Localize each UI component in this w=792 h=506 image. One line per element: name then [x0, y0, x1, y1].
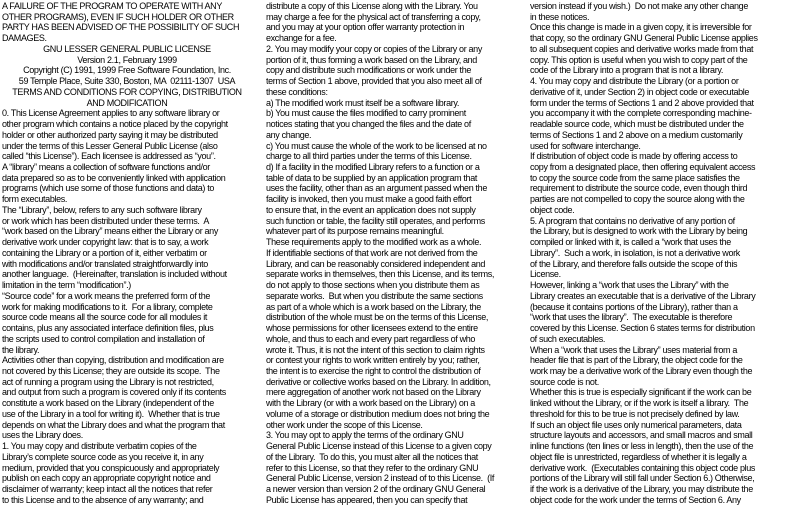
license-text-line: compiled or linked with it, is called a “work that uses the — [530, 237, 731, 248]
license-text-line: form executables. — [2, 194, 68, 205]
license-text-line: Library’s complete source code as you receive it, in any — [2, 451, 204, 462]
license-text-line: DAMAGES. — [2, 33, 47, 44]
license-column-1 — [2, 1, 252, 506]
license-text-line: programs (which use some of those functions and data) to — [2, 183, 215, 194]
license-text-line: Once this change is made in a given copy, it is irreversible for — [530, 22, 752, 33]
license-text-line: charge to all third parties under the terms of this License. — [266, 151, 472, 162]
license-text-line: to ensure that, in the event an application does not supply — [266, 204, 476, 215]
license-text-line: 5. A program that contains no derivative of any portion of — [530, 215, 735, 226]
license-text-line: used for software interchange. — [530, 140, 641, 151]
license-text-line: distribution of the whole must be on the terms of this License, — [266, 312, 489, 323]
license-text-line: Library creates an executable that is a derivative of the Library — [530, 290, 756, 301]
license-text-line: another language. (Hereinafter, translation is included without — [2, 269, 227, 280]
license-text-line: disclaimer of warranty; keep intact all the notices that refer — [2, 484, 213, 495]
license-text-line: terms of Section 1 above, provided that you also meet all of — [266, 76, 482, 87]
license-text-line: object code for the work under the terms of Section 6. Any — [530, 494, 741, 505]
license-text-line: source code means all the source code for all modules it — [2, 312, 208, 323]
license-text-line: code of the Library into a program that is not a library. — [530, 65, 723, 76]
license-text-line: header file that is part of the Library, the object code for the — [530, 355, 743, 366]
license-text-line: notices stating that you changed the files and the date of — [266, 119, 471, 130]
license-text-line: derivative or collective works based on the Library. In addition, — [266, 376, 491, 387]
license-text-line: 4. You may copy and distribute the Library (or a portion or — [530, 76, 739, 87]
license-text-line: copy from a designated place, then offering equivalent access — [530, 162, 756, 173]
license-text-line: the library. — [2, 344, 40, 355]
license-text-line: holder or other authorized party saying it may be distributed — [2, 129, 218, 140]
license-text-line: uses the facility, other than as an argument passed when the — [266, 183, 487, 194]
license-text-line: work for making modifications to it. For a library, complete — [2, 301, 213, 312]
license-text-line: However, linking a “work that uses the Library” with the — [530, 280, 729, 291]
license-text-line: these conditions: — [266, 86, 328, 97]
license-text-line: exchange for a fee. — [266, 33, 337, 44]
license-text-line: If such an object file uses only numerical parameters, data — [530, 419, 742, 430]
license-text-line: derivative of it, under Section 2) in object code or executable — [530, 86, 750, 97]
license-text-line: whole, and thus to each and every part regardless of who — [266, 333, 476, 344]
license-text-line: Library, and can be reasonably considered independent and — [266, 258, 486, 269]
license-text-line: 3. You may opt to apply the terms of the ordinary GNU — [266, 430, 464, 441]
license-text-line: Copyright (C) 1991, 1999 Free Software Foundation, Inc. — [23, 65, 231, 76]
license-text-line: table of data to be supplied by an application program that — [266, 172, 478, 183]
license-text-line: linked without the Library, or if the work is itself a library. The — [530, 398, 749, 409]
license-text-line: form under the terms of Sections 1 and 2 above provided that — [530, 97, 754, 108]
license-text-line: requirement to distribute the source code, even though third — [530, 183, 748, 194]
license-text-line: under the terms of this Lesser General Public License (also — [2, 140, 218, 151]
license-text-line: if the work is a derivative of the Library, you may distribute the — [530, 484, 753, 495]
license-text-line: containing the Library or a portion of it, either verbatim or — [2, 247, 207, 258]
license-text-line: whose permissions for other licensees extend to the entire — [266, 323, 478, 334]
license-text-line: structure layouts and accessors, and small macros and small — [530, 430, 753, 441]
license-text-line: a) The modified work must itself be a software library. — [266, 97, 459, 108]
license-text-line: OTHER PROGRAMS), EVEN IF SUCH HOLDER OR OTHER — [2, 11, 234, 22]
license-text-line: that copy, so the ordinary GNU General Public License applies — [530, 33, 758, 44]
license-text-line: do not apply to those sections when you distribute them as — [266, 280, 480, 291]
license-text-line: facility is invoked, then you must make a good faith effort — [266, 194, 472, 205]
license-text-line: Whether this is true is especially significant if the work can be — [530, 387, 752, 398]
license-text-line: If distribution of object code is made by offering access to — [530, 151, 738, 162]
license-text-line: act of running a program using the Library is not restricted, — [2, 376, 214, 387]
license-text-line: to copy the source code from the same place satisfies the — [530, 172, 740, 183]
license-text-line: with modifications and/or translated straightforwardly into — [2, 258, 208, 269]
license-text-line: (because it contains portions of the Library), rather than a — [530, 301, 738, 312]
license-text-line: limitation in the term “modification”.) — [2, 280, 131, 291]
license-text-line: AND MODIFICATION — [86, 97, 168, 108]
license-text-line: as part of a whole which is a work based on the Library, the — [266, 301, 481, 312]
license-text-line: GNU LESSER GENERAL PUBLIC LICENSE — [43, 43, 211, 54]
license-text-line: use of the Library in a tool for writing it). Whether that is true — [2, 408, 220, 419]
license-text-line: to all subsequent copies and derivative works made from that — [530, 43, 754, 54]
license-text-line: with the Library (or with a work based on the Library) on a — [266, 398, 475, 409]
license-text-line: not covered by this License; they are outside its scope. The — [2, 365, 220, 376]
license-text-line: object file is unrestricted, regardless of whether it is legally a — [530, 451, 747, 462]
license-text-line: terms of Sections 1 and 2 above on a medium customarily — [530, 129, 743, 140]
license-text-line: 0. This License Agreement applies to any software library or — [2, 108, 220, 119]
license-text-line: data prepared so as to be conveniently linked with application — [2, 172, 226, 183]
license-text-line: medium, provided that you conspicuously and appropriately — [2, 462, 220, 473]
license-text-line: When a “work that uses the Library” uses material from a — [530, 344, 737, 355]
license-text-line: Version 2.1, February 1999 — [77, 54, 177, 65]
license-text-line: TERMS AND CONDITIONS FOR COPYING, DISTRIBUTION — [12, 86, 242, 97]
license-text-line: the intent is to exercise the right to control the distribution of — [266, 365, 481, 376]
license-text-line: A FAILURE OF THE PROGRAM TO OPERATE WITH ANY — [2, 1, 222, 11]
license-text-line: or contest your rights to work written entirely by you; rather, — [266, 355, 480, 366]
license-text-line: and output from such a program is covered only if its contents — [2, 387, 226, 398]
license-text-line: of such executables. — [530, 333, 606, 344]
license-column-3 — [530, 1, 780, 506]
license-text-line: covered by this License. Section 6 states terms for distribution — [530, 323, 755, 334]
license-text-line: of the Library. To do this, you must alter all the notices that — [266, 451, 478, 462]
license-text-line: refer to this License, so that they refer to the ordinary GNU — [266, 462, 479, 473]
license-text-line: derivative work. (Executables containing this object code plus — [530, 462, 756, 473]
license-text-line: “work that uses the library”. The executable is therefore — [530, 312, 733, 323]
license-text-line: uses the Library does. — [2, 430, 83, 441]
license-text-line: d) If a facility in the modified Library refers to a function or a — [266, 162, 480, 173]
license-text-line: distribute a copy of this License along with the Library. You — [266, 1, 478, 11]
license-text-line: These requirements apply to the modified work as a whole. — [266, 237, 482, 248]
license-text-line: Activities other than copying, distribution and modification are — [2, 355, 224, 366]
license-text-line: wrote it. Thus, it is not the intent of this section to claim rights — [266, 344, 485, 355]
license-text-line: 2. You may modify your copy or copies of the Library or any — [266, 43, 482, 54]
license-text-line: License. — [530, 269, 561, 280]
license-text-line: of the Library, and therefore falls outside the scope of this — [530, 258, 738, 269]
license-column-2 — [266, 1, 516, 506]
license-text-line: 59 Temple Place, Suite 330, Boston, MA 02111-1307 USA — [18, 76, 236, 87]
license-text-line: The “Library”, below, refers to any such software library — [2, 204, 202, 215]
license-text-line: or work which has been distributed under these terms. A — [2, 215, 210, 226]
license-text-line: A “library” means a collection of software functions and/or — [2, 162, 210, 173]
license-text-line: General Public License, version 2 instead of to this License. (If — [266, 473, 495, 484]
license-text-line: c) You must cause the whole of the work to be licensed at no — [266, 140, 487, 151]
license-text-line: work may be a derivative work of the Library even though the — [530, 365, 753, 376]
license-text-line: object code. — [530, 204, 575, 215]
license-text-line: PARTY HAS BEEN ADVISED OF THE POSSIBILITY OF SUCH — [2, 22, 240, 33]
license-text-line: copy and distribute such modifications or work under the — [266, 65, 472, 76]
license-text-line: the scripts used to control compilation and installation of — [2, 333, 205, 344]
license-text-line: threshold for this to be true is not precisely defined by law. — [530, 408, 740, 419]
license-text-line: and you may at your option offer warranty protection in — [266, 22, 465, 33]
license-text-line: 1. You may copy and distribute verbatim copies of the — [2, 441, 197, 452]
license-text-line: called “this License”). Each licensee is addressed as “you”. — [2, 151, 216, 162]
license-text-line: such function or table, the facility still operates, and performs — [266, 215, 485, 226]
license-text-line: constitute a work based on the Library (independent of the — [2, 398, 214, 409]
license-text-line: “work based on the Library” means either the Library or any — [2, 226, 218, 237]
license-text-line: inline functions (ten lines or less in length), then the use of the — [530, 441, 754, 452]
license-text-line: Public License has appeared, then you can specify that — [266, 494, 468, 505]
license-text-line: any change. — [266, 129, 312, 140]
license-text-line: derivative work under copyright law: that is to say, a work — [2, 237, 209, 248]
license-text-line: volume of a storage or distribution medium does not bring the — [266, 408, 490, 419]
license-text-line: other work under the scope of this License. — [266, 419, 423, 430]
license-text-line: b) You must cause the files modified to carry prominent — [266, 108, 466, 119]
license-text-line: source code is not. — [530, 376, 599, 387]
license-text-line: “Source code” for a work means the preferred form of the — [2, 290, 211, 301]
license-text-line: whatever part of its purpose remains meaningful. — [266, 226, 444, 237]
license-text-line: portions of the Library will still fall under Section 6.) Otherwise, — [530, 473, 755, 484]
license-text-line: Library”. Such a work, in isolation, is not a derivative work — [530, 247, 740, 258]
license-text-line: in these notices. — [530, 11, 590, 22]
license-text-line: parties are not compelled to copy the source along with the — [530, 194, 745, 205]
license-text-line: separate works in themselves, then this License, and its terms, — [266, 269, 495, 280]
license-text-line: mere aggregation of another work not based on the Library — [266, 387, 481, 398]
license-text-line: a newer version than version 2 of the ordinary GNU General — [266, 484, 486, 495]
license-text-line: you accompany it with the complete corresponding machine- — [530, 108, 752, 119]
license-text-line: separate works. But when you distribute the same sections — [266, 290, 483, 301]
license-text-line: to this License and to the absence of any warranty; and — [2, 494, 204, 505]
license-text-line: If identifiable sections of that work are not derived from the — [266, 247, 478, 258]
license-text-line: depends on what the Library does and what the program that — [2, 419, 225, 430]
license-text-line: publish on each copy an appropriate copyright notice and — [2, 473, 211, 484]
license-text-line: contains, plus any associated interface definition files, plus — [2, 323, 214, 334]
license-text-line: General Public License instead of this License to a given copy — [266, 441, 492, 452]
license-text-line: portion of it, thus forming a work based on the Library, and — [266, 54, 477, 65]
license-text-line: version instead if you wish.) Do not make any other change — [530, 1, 748, 11]
license-text-line: may charge a fee for the physical act of transferring a copy, — [266, 11, 481, 22]
license-text-line: the Library, but is designed to work with the Library by being — [530, 226, 748, 237]
license-text-line: copy. This option is useful when you wish to copy part of the — [530, 54, 748, 65]
license-text-line: readable source code, which must be distributed under the — [530, 119, 744, 130]
license-text-line: other program which contains a notice placed by the copyright — [2, 119, 228, 130]
